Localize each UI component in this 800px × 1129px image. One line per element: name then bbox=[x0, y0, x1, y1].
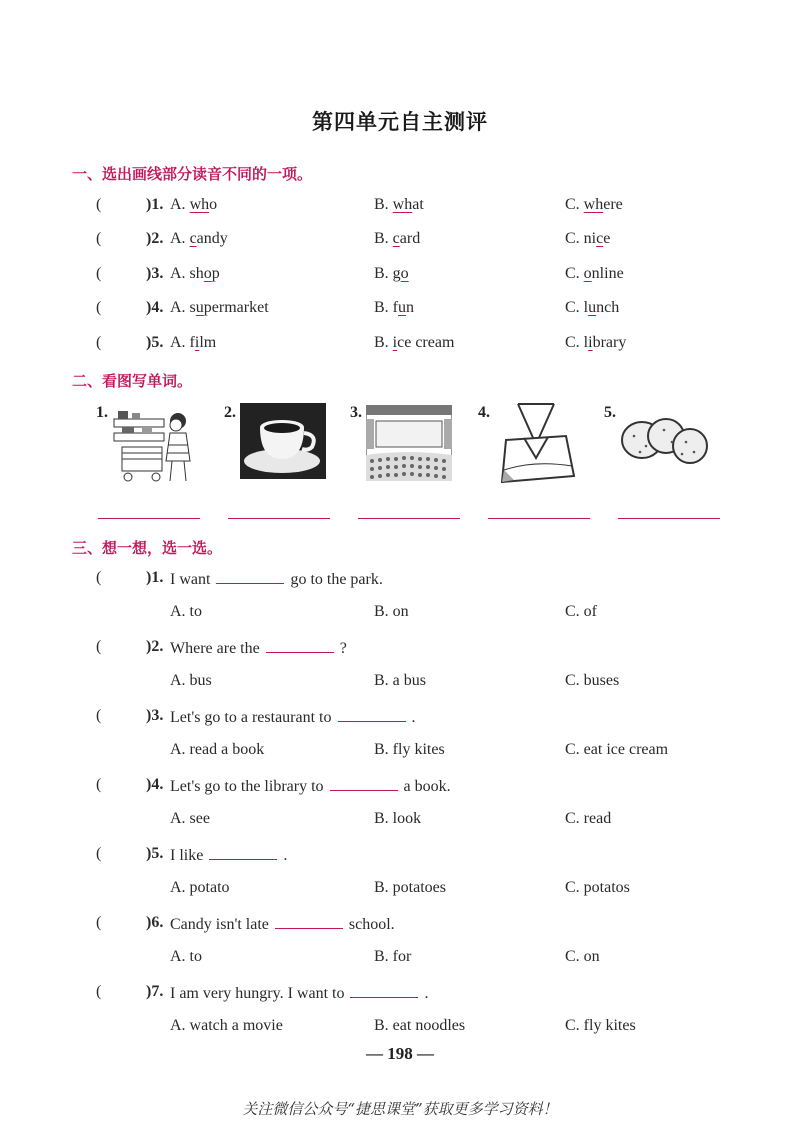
option-a[interactable]: A. see bbox=[170, 810, 210, 827]
fill-in-blank[interactable] bbox=[350, 983, 418, 998]
option-a[interactable]: A. watch a movie bbox=[170, 1017, 283, 1034]
option-text: ere bbox=[603, 196, 623, 213]
option-b[interactable]: B. potatoes bbox=[374, 879, 446, 896]
underlined-letters: i bbox=[194, 334, 200, 351]
option-c[interactable] bbox=[565, 196, 623, 214]
coffee-cup-picture bbox=[240, 403, 326, 479]
option-b[interactable] bbox=[374, 334, 454, 352]
question-number: )3. bbox=[146, 265, 164, 282]
underlined-letters: wh bbox=[392, 196, 413, 213]
potatoes-picture bbox=[620, 412, 710, 468]
answer-line-2[interactable] bbox=[228, 518, 330, 519]
option-c[interactable] bbox=[565, 299, 619, 317]
option-text: C. ni bbox=[565, 230, 597, 247]
option-c[interactable]: C. buses bbox=[565, 672, 620, 689]
question-number: )7. bbox=[146, 983, 164, 1000]
option-text: B. f bbox=[374, 299, 398, 316]
option-text: A. bbox=[170, 196, 190, 213]
picture-number: 1. bbox=[96, 404, 108, 421]
option-text: at bbox=[412, 196, 424, 213]
option-text: n bbox=[406, 299, 414, 316]
option-b[interactable] bbox=[374, 230, 420, 248]
option-b[interactable] bbox=[374, 265, 409, 283]
option-text: B. g bbox=[374, 265, 401, 282]
option-c[interactable] bbox=[565, 230, 610, 248]
option-text: A. s bbox=[170, 299, 196, 316]
option-text: A. f bbox=[170, 334, 195, 351]
underlined-letters: o bbox=[203, 265, 212, 282]
answer-paren[interactable]: ( bbox=[96, 776, 102, 793]
answer-line-3[interactable] bbox=[358, 518, 460, 519]
option-text: nline bbox=[591, 265, 624, 282]
question-text bbox=[170, 914, 395, 934]
answer-paren[interactable]: ( bbox=[96, 334, 102, 351]
option-a[interactable]: A. read a book bbox=[170, 741, 265, 758]
section-2-heading: 二、看图写单词。 bbox=[72, 372, 193, 390]
underlined-letters: c bbox=[392, 230, 400, 247]
option-text: C. l bbox=[565, 334, 589, 351]
option-a[interactable]: A. bus bbox=[170, 672, 212, 689]
supermarket-shopper-picture bbox=[112, 401, 208, 487]
option-a[interactable]: A. to bbox=[170, 948, 202, 965]
fill-in-blank[interactable] bbox=[266, 638, 334, 653]
option-text: o bbox=[209, 196, 218, 213]
question-number: )1. bbox=[146, 569, 164, 586]
option-c[interactable] bbox=[565, 334, 626, 352]
underlined-letters: o bbox=[583, 265, 592, 282]
question-suffix: . bbox=[424, 985, 429, 1002]
fill-in-blank[interactable] bbox=[338, 707, 406, 722]
question-text bbox=[170, 638, 347, 658]
question-number: )5. bbox=[146, 334, 164, 351]
answer-paren[interactable]: ( bbox=[96, 638, 102, 655]
question-suffix: . bbox=[283, 847, 288, 864]
option-b[interactable] bbox=[374, 196, 424, 214]
option-text: B. bbox=[374, 230, 393, 247]
option-text: p bbox=[211, 265, 220, 282]
section-3-heading: 三、想一想，选一选。 bbox=[72, 539, 223, 557]
option-a[interactable] bbox=[170, 265, 220, 283]
option-text: ce cream bbox=[397, 334, 455, 351]
answer-paren[interactable]: ( bbox=[96, 914, 102, 931]
question-text bbox=[170, 569, 383, 589]
underlined-letters: i bbox=[392, 334, 398, 351]
picture-number: 3. bbox=[350, 404, 362, 421]
fill-in-blank[interactable] bbox=[209, 845, 277, 860]
picture-number: 2. bbox=[224, 404, 236, 421]
answer-paren[interactable]: ( bbox=[96, 845, 102, 862]
page-number: — 198 — bbox=[366, 1044, 434, 1063]
option-text: C. bbox=[565, 265, 584, 282]
section-1-heading: 一、选出画线部分读音不同的一项。 bbox=[72, 165, 313, 183]
option-text: C. l bbox=[565, 299, 589, 316]
question-number: )3. bbox=[146, 707, 164, 724]
question-text bbox=[170, 707, 416, 727]
question-number: )6. bbox=[146, 914, 164, 931]
question-suffix: a book. bbox=[403, 778, 451, 795]
option-text: nch bbox=[596, 299, 620, 316]
answer-paren[interactable]: ( bbox=[96, 707, 102, 724]
question-prefix: I am very hungry. I want to bbox=[170, 985, 345, 1002]
option-a[interactable] bbox=[170, 196, 217, 214]
question-prefix: Where are the bbox=[170, 640, 260, 657]
underlined-letters: u bbox=[398, 299, 406, 316]
option-text: B. bbox=[374, 334, 393, 351]
answer-paren[interactable]: ( bbox=[96, 299, 102, 316]
option-text: ard bbox=[399, 230, 421, 247]
option-b[interactable]: B. look bbox=[374, 810, 422, 827]
option-text: B. bbox=[374, 196, 393, 213]
cinema-picture bbox=[366, 405, 452, 481]
option-text: andy bbox=[196, 230, 228, 247]
underlined-letters: o bbox=[400, 265, 409, 282]
answer-line-1[interactable] bbox=[98, 518, 200, 519]
option-a[interactable]: A. potato bbox=[170, 879, 230, 896]
option-c[interactable]: C. read bbox=[565, 810, 612, 827]
option-c[interactable] bbox=[565, 265, 624, 283]
answer-paren[interactable]: ( bbox=[96, 196, 102, 213]
question-suffix: ? bbox=[339, 640, 347, 657]
option-text: e bbox=[603, 230, 611, 247]
picture-number: 4. bbox=[478, 404, 490, 421]
question-suffix: school. bbox=[348, 916, 395, 933]
question-prefix: I want bbox=[170, 571, 211, 588]
fill-in-blank[interactable] bbox=[216, 569, 284, 584]
question-number: )1. bbox=[146, 196, 164, 213]
picture-number: 5. bbox=[604, 404, 616, 421]
option-a[interactable] bbox=[170, 334, 216, 352]
underlined-letters: wh bbox=[189, 196, 210, 213]
option-text: C. bbox=[565, 196, 584, 213]
underlined-letters: u bbox=[195, 299, 204, 316]
question-number: )4. bbox=[146, 299, 164, 316]
question-number: )2. bbox=[146, 230, 164, 247]
option-text: A. bbox=[170, 230, 190, 247]
question-text bbox=[170, 776, 451, 796]
question-prefix: Let's go to a restaurant to bbox=[170, 709, 332, 726]
question-prefix: Candy isn't late bbox=[170, 916, 269, 933]
answer-paren[interactable]: ( bbox=[96, 569, 102, 586]
option-b[interactable]: B. eat noodles bbox=[374, 1017, 466, 1034]
answer-paren[interactable]: ( bbox=[96, 265, 102, 282]
option-text: A. sh bbox=[170, 265, 204, 282]
option-c[interactable]: C. eat ice cream bbox=[565, 741, 669, 758]
page-title: 第四单元自主测评 bbox=[312, 110, 488, 134]
answer-paren[interactable]: ( bbox=[96, 230, 102, 247]
option-b[interactable]: B. a bus bbox=[374, 672, 426, 689]
question-suffix: go to the park. bbox=[290, 571, 383, 588]
underlined-letters: c bbox=[189, 230, 197, 247]
answer-paren[interactable]: ( bbox=[96, 983, 102, 1000]
option-text: brary bbox=[592, 334, 627, 351]
underlined-letters: u bbox=[588, 299, 597, 316]
answer-line-5[interactable] bbox=[618, 518, 720, 519]
option-b[interactable]: B. for bbox=[374, 948, 412, 965]
question-text bbox=[170, 845, 287, 865]
question-number: )5. bbox=[146, 845, 164, 862]
underlined-letters: c bbox=[596, 230, 604, 247]
question-number: )4. bbox=[146, 776, 164, 793]
option-a[interactable]: A. to bbox=[170, 603, 202, 620]
fill-in-blank[interactable] bbox=[275, 914, 343, 929]
option-text: permarket bbox=[203, 299, 269, 316]
fill-in-blank[interactable] bbox=[330, 776, 398, 791]
option-c[interactable]: C. on bbox=[565, 948, 600, 965]
option-c[interactable]: C. of bbox=[565, 603, 597, 620]
footer-note: 关注微信公众号“捷思课堂”获取更多学习资料！ bbox=[242, 1100, 558, 1118]
question-number: )2. bbox=[146, 638, 164, 655]
option-c[interactable]: C. fly kites bbox=[565, 1017, 636, 1034]
option-b[interactable]: B. on bbox=[374, 603, 409, 620]
option-c[interactable]: C. potatos bbox=[565, 879, 630, 896]
option-a[interactable] bbox=[170, 299, 269, 317]
answer-line-4[interactable] bbox=[488, 518, 590, 519]
question-prefix: I like bbox=[170, 847, 204, 864]
option-text: lm bbox=[199, 334, 217, 351]
question-text bbox=[170, 983, 428, 1003]
underlined-letters: i bbox=[588, 334, 593, 351]
question-suffix: . bbox=[411, 709, 416, 726]
bag-picture bbox=[494, 400, 580, 486]
option-b[interactable]: B. fly kites bbox=[374, 741, 445, 758]
underlined-letters: wh bbox=[583, 196, 604, 213]
question-prefix: Let's go to the library to bbox=[170, 778, 324, 795]
option-b[interactable] bbox=[374, 299, 414, 317]
option-a[interactable] bbox=[170, 230, 228, 248]
